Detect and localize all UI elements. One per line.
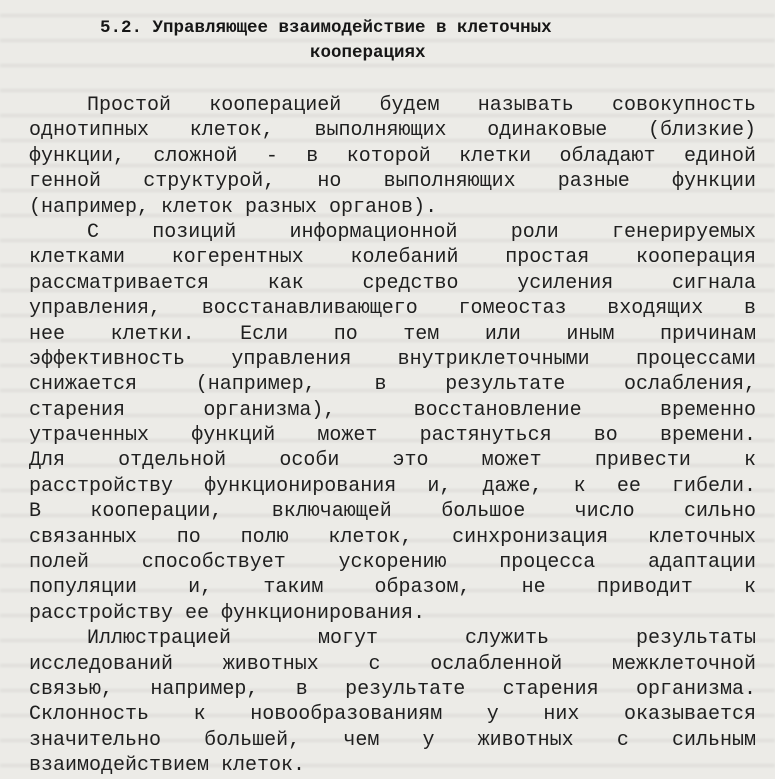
paragraph-3	[29, 626, 756, 778]
text-line: управления, восстанавливающего гомеостаз входящих в	[29, 297, 756, 321]
text-line: рассматривается как средство усиления сигнала	[29, 271, 756, 295]
text-line: Иллюстрацией могут служить результаты	[87, 627, 756, 651]
section-heading	[100, 16, 740, 66]
section-heading-line-1: 5.2. Управляющее взаимодействие в клеточных	[100, 18, 552, 38]
text-line: функции, сложной - в которой клетки обладают единой	[29, 144, 756, 168]
text-line: утраченных функций может растянуться во времени.	[29, 424, 756, 448]
section-heading-line-2: кооперациях	[310, 43, 426, 63]
text-line: полей способствует ускорению процесса адаптации	[29, 551, 756, 575]
text-line: клетками когерентных колебаний простая кооперация	[29, 246, 756, 270]
text-line: снижается (например, в результате ослабления,	[29, 373, 756, 397]
text-line: эффективность управления внутриклеточными процессами	[29, 347, 756, 371]
text-line: генной структурой, но выполняющих разные функции	[29, 170, 756, 194]
text-line: однотипных клеток, выполняющих одинаковые (близкие)	[29, 119, 756, 143]
text-line: Склонность к новообразованиям у них оказывается	[29, 703, 756, 727]
text-line: связью, например, в результате старения организма.	[29, 677, 756, 701]
text-line: Простой кооперацией будем называть совокупность	[87, 94, 756, 117]
text-line: (например, клеток разных органов).	[29, 195, 438, 219]
body-text	[29, 93, 756, 779]
text-line: расстройству функционирования и, даже, к ее гибели.	[29, 474, 756, 498]
paragraph-2	[29, 220, 756, 626]
text-line: Для отдельной особи это может привести к	[29, 449, 756, 473]
text-line: взаимодействием клеток.	[29, 754, 306, 778]
text-line: нее клетки. Если по тем или иным причинам	[29, 322, 756, 346]
paragraph-1	[29, 93, 756, 220]
text-line: исследований животных с ослабленной межклеточной	[29, 652, 756, 676]
text-line: связанных по полю клеток, синхронизация клеточных	[29, 525, 756, 549]
text-line: В кооперации, включающей большое число сильно	[29, 500, 756, 524]
text-line: старения организма), восстановление временно	[29, 398, 756, 422]
text-line: значительно большей, чем у животных с сильным	[29, 728, 756, 752]
text-line: популяции и, таким образом, не приводит к	[29, 576, 756, 600]
text-line: расстройству ее функционирования.	[29, 601, 426, 625]
text-line: С позиций информационной роли генерируемых	[87, 220, 756, 244]
